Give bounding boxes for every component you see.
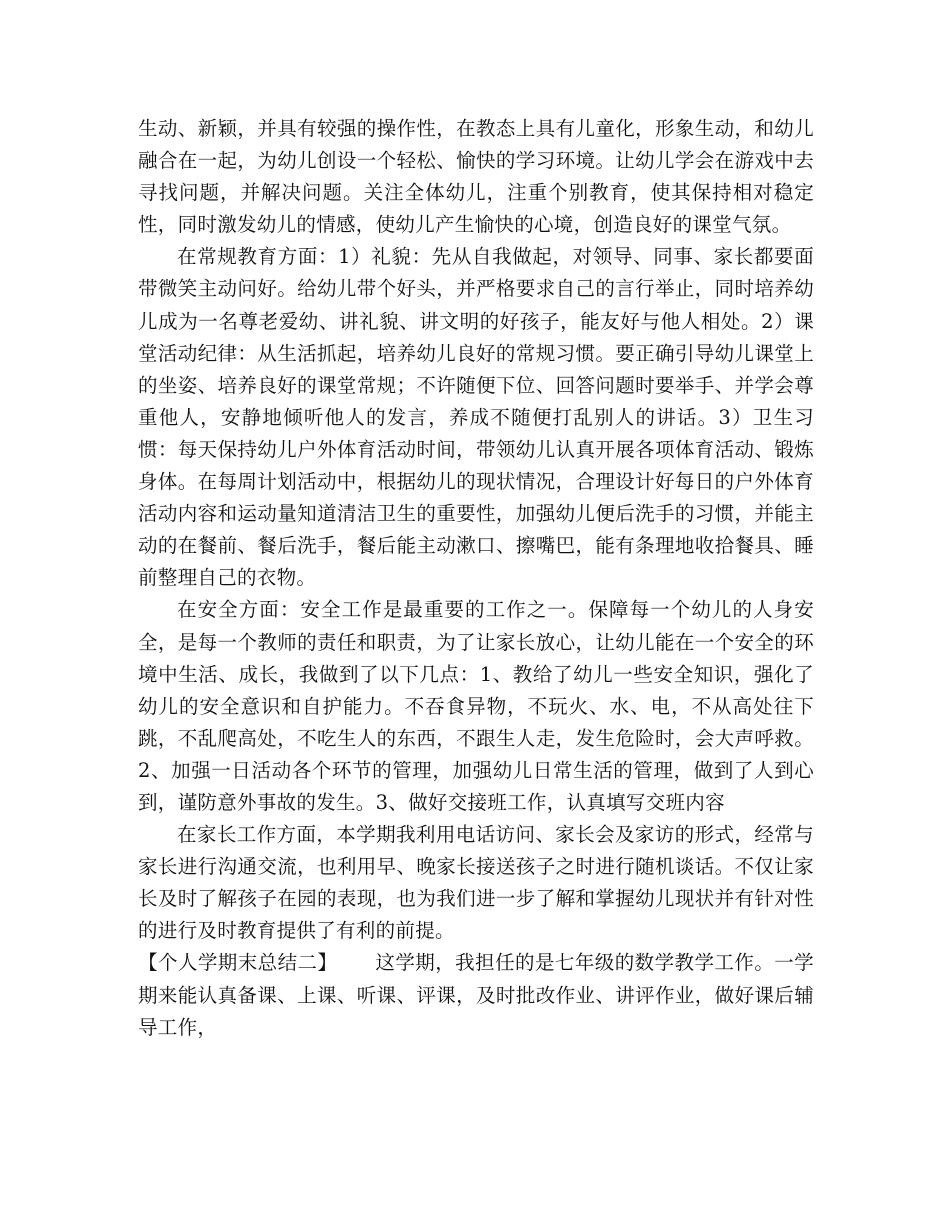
paragraph-parent-work: 在家长工作方面，本学期我利用电话访问、家长会及家访的形式，经常与家长进行沟通交流，也利用早、晚家长接送孩子之时进行随机谈话。不仅让家长及时了解孩子在园的表现，也为我们进一步了解和掌握幼儿现状并有针对性的进行及时教育提供了有利的前提。 [138,823,814,943]
section-heading: 【个人学期末总结二】 [138,951,338,975]
section-summary-two [138,947,814,1043]
paragraph-teaching-style: 生动、新颖，并具有较强的操作性，在教态上具有儿童化，形象生动，和幼儿融合在一起，为幼儿创设一个轻松、愉快的学习环境。让幼儿学会在游戏中去寻找问题，并解决问题。关注全体幼儿，注重个别教育，使其保持相对稳定性，同时激发幼儿的情感，使幼儿产生愉快的心境，创造良好的课堂气氛。 [138,117,814,237]
paragraph-safety: 在安全方面：安全工作是最重要的工作之一。保障每一个幼儿的人身安全，是每一个教师的责任和职责，为了让家长放心，让幼儿能在一个安全的环境中生活、成长，我做到了以下几点：1、教给了幼儿一些安全知识，强化了幼儿的安全意识和自护能力。不吞食异物，不玩火、水、电，不从高处往下跳，不乱爬高处，不吃生人的东西，不跟生人走，发生危险时，会大声呼救。2、加强一日活动各个环节的管理，加强幼儿日常生活的管理，做到了人到心到，谨防意外事故的发生。3、做好交接班工作，认真填写交班内容 [138,598,814,814]
section-text: 这学期，我担任的是七年级的数学教学工作。一学期来能认真备课、上课、听课、评课，及时批改作业、讲评作业，做好课后辅导工作， [138,951,814,1039]
document-body [138,113,814,1044]
paragraph-routine-education: 在常规教育方面：1）礼貌：先从自我做起，对领导、同事、家长都要面带微笑主动问好。给幼儿带个好头，并严格要求自己的言行举止，同时培养幼儿成为一名尊老爱幼、讲礼貌、讲文明的好孩子，能友好与他人相处。2）课堂活动纪律：从生活抓起，培养幼儿良好的常规习惯。要正确引导幼儿课堂上的坐姿、培养良好的课堂常规；不许随便下位、回答问题时要举手、并学会尊重他人，安静地倾听他人的发言，养成不随便打乱别人的讲话。3）卫生习惯：每天保持幼儿户外体育活动时间，带领幼儿认真开展各项体育活动、锻炼身体。在每周计划活动中，根据幼儿的现状情况，合理设计好每日的户外体育活动内容和运动量知道清洁卫生的重要性，加强幼儿便后洗手的习惯，并能主动的在餐前、餐后洗手，餐后能主动漱口、擦嘴巴，能有条理地收拾餐具、睡前整理自己的衣物。 [138,245,814,590]
